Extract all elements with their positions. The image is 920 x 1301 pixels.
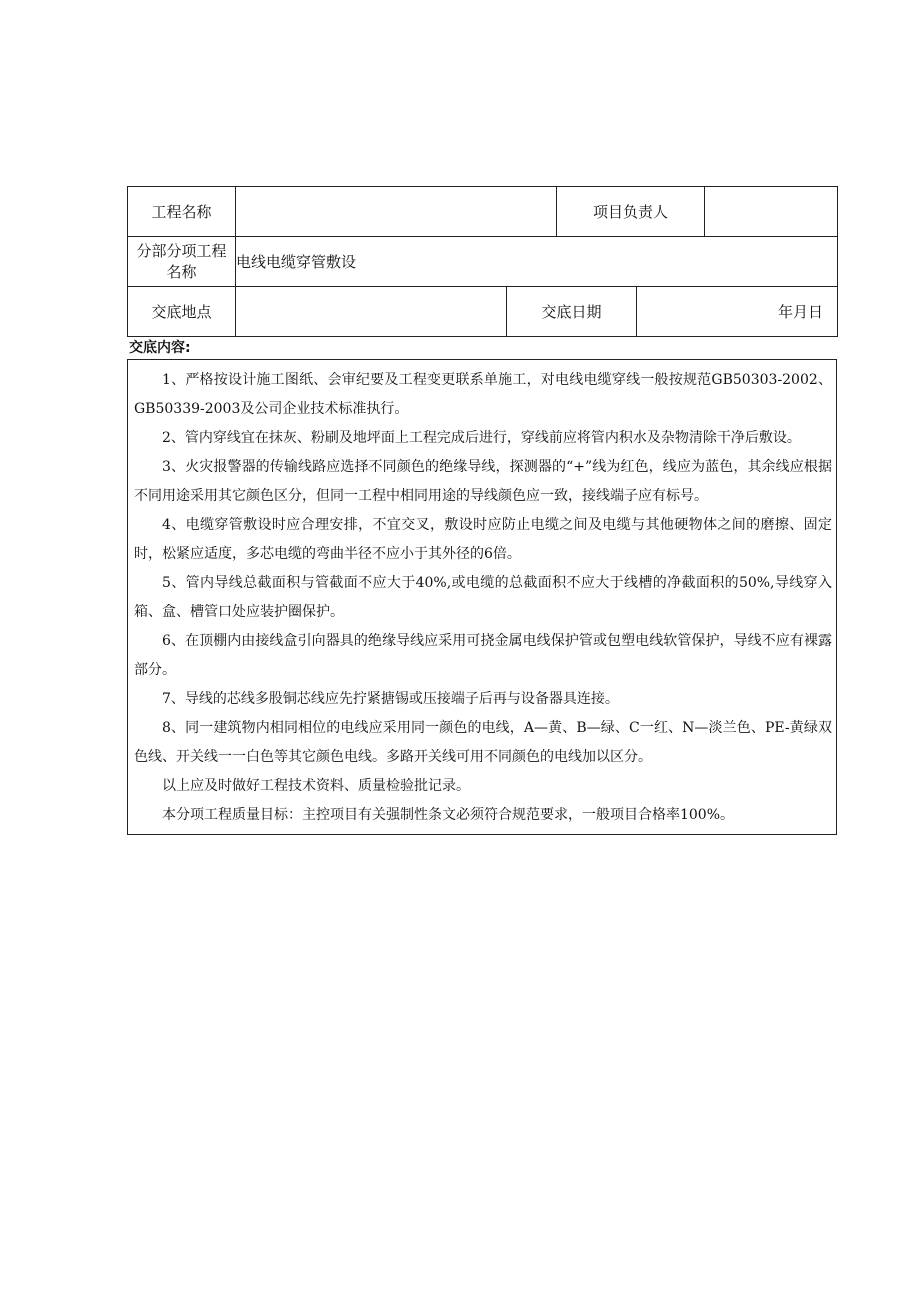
content-paragraph-2: 2、管内穿线宜在抹灰、粉刷及地坪面上工程完成后进行，穿线前应将管内积水及杂物清除干净后敷设。 [162,430,801,446]
project-name-label: 工程名称 [128,187,236,237]
date-field[interactable]: 年月日 [637,287,838,337]
content-paragraph-5: 5、管内导线总截面积与管截面不应大于40%,或电缆的总截面积不应大于线槽的净截面积的50%,导线穿入箱、盒、槽管口处应装护圈保护。 [134,575,832,620]
content-paragraph-8: 8、同一建筑物内相同相位的电线应采用同一颜色的电线，A—黄、B—绿、C一红、N—淡兰色、PE-黄绿双色线、开关线一一白色等其它颜色电线。多路开关线可用不同颜色的电线加以区分。 [134,720,832,765]
content-paragraph-7: 7、导线的芯线多股铜芯线应先拧紧搪锡或压接端子后再与设备器具连接。 [162,691,619,707]
date-label: 交底日期 [507,287,637,337]
content-paragraph-records: 以上应及时做好工程技术资料、质量检验批记录。 [162,778,470,794]
disclosure-form [127,186,837,835]
content-paragraph-4: 4、电缆穿管敷设时应合理安排，不宜交叉，敷设时应防止电缆之间及电缆与其他硬物体之间的磨擦、固定时，松紧应适度，多芯电缆的弯曲半径不应小于其外径的6倍。 [134,517,832,562]
project-name-field[interactable] [236,187,557,237]
subproject-label-line2: 名称 [166,262,197,281]
manager-label: 项目负责人 [557,187,705,237]
header-table [127,186,838,337]
content-paragraph-quality-goal: 本分项工程质量目标：主控项目有关强制性条文必须符合规范要求，一般项目合格率100%。 [162,807,735,823]
content-section-label: 交底内容: [129,340,191,356]
content-paragraph-3: 3、火灾报警器的传输线路应选择不同颜色的绝缘导线，探测器的“+”线为红色，线应为蓝色，其余线应根据不同用途采用其它颜色区分，但同一工程中相同用途的导线颜色应一致，接线端子应有标号。 [134,459,832,504]
subproject-label [128,237,236,287]
location-field[interactable] [236,287,507,337]
subproject-field[interactable]: 电线电缆穿管敷设 [236,237,838,287]
content-box [127,359,837,835]
location-label: 交底地点 [128,287,236,337]
subproject-label-line1: 分部分项工程 [136,241,227,260]
content-paragraph-1: 1、严格按设计施工图纸、会审纪要及工程变更联系单施工，对电线电缆穿线一般按规范GB50303-2002、GB50339-2003及公司企业技术标准执行。 [134,372,832,417]
content-paragraph-6: 6、在顶棚内由接线盒引向器具的绝缘导线应采用可挠金属电线保护管或包塑电线软管保护，导线不应有裸露部分。 [134,633,832,678]
manager-field[interactable] [705,187,838,237]
